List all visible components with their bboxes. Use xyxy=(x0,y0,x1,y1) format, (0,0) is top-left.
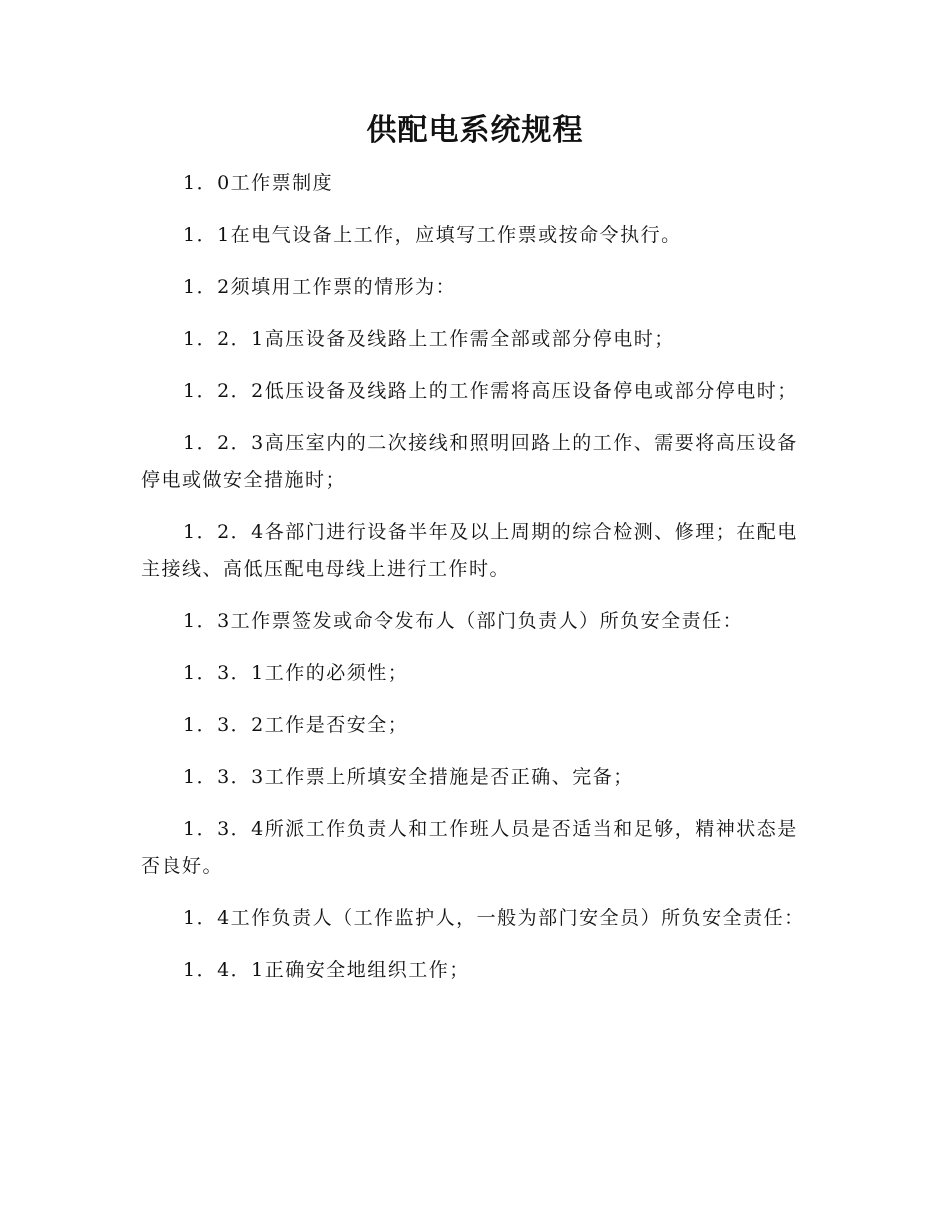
paragraph: 1．2．2低压设备及线路上的工作需将高压设备停电或部分停电时； xyxy=(183,380,798,402)
paragraph: 1．1在电气设备上工作，应填写工作票或按命令执行。 xyxy=(183,224,682,246)
paragraph: 1．2．4各部门进行设备半年及以上周期的综合检测、修理；在配电主接线、高低压配电母线上进行工作时。 xyxy=(141,521,798,580)
document-title: 供配电系统规程 xyxy=(366,113,584,148)
paragraph: 1．0工作票制度 xyxy=(183,172,334,194)
document-body xyxy=(141,165,809,1004)
paragraph: 1．2．1高压设备及线路上工作需全部或部分停电时； xyxy=(183,328,675,350)
paragraph: 1．2．3高压室内的二次接线和照明回路上的工作、需要将高压设备停电或做安全措施时； xyxy=(141,432,798,491)
paragraph: 1．3．1工作的必须性； xyxy=(183,662,409,684)
paragraph: 1．3．4所派工作负责人和工作班人员是否适当和足够，精神状态是否良好。 xyxy=(141,818,798,877)
paragraph: 1．3．2工作是否安全； xyxy=(183,714,409,736)
paragraph: 1．4工作负责人（工作监护人，一般为部门安全员）所负安全责任： xyxy=(183,907,805,929)
paragraph: 1．3．3工作票上所填安全措施是否正确、完备； xyxy=(183,766,634,788)
paragraph: 1．4．1正确安全地组织工作； xyxy=(183,959,470,981)
paragraph: 1．2须填用工作票的情形为： xyxy=(183,276,457,298)
paragraph: 1．3工作票签发或命令发布人（部门负责人）所负安全责任： xyxy=(183,610,744,632)
